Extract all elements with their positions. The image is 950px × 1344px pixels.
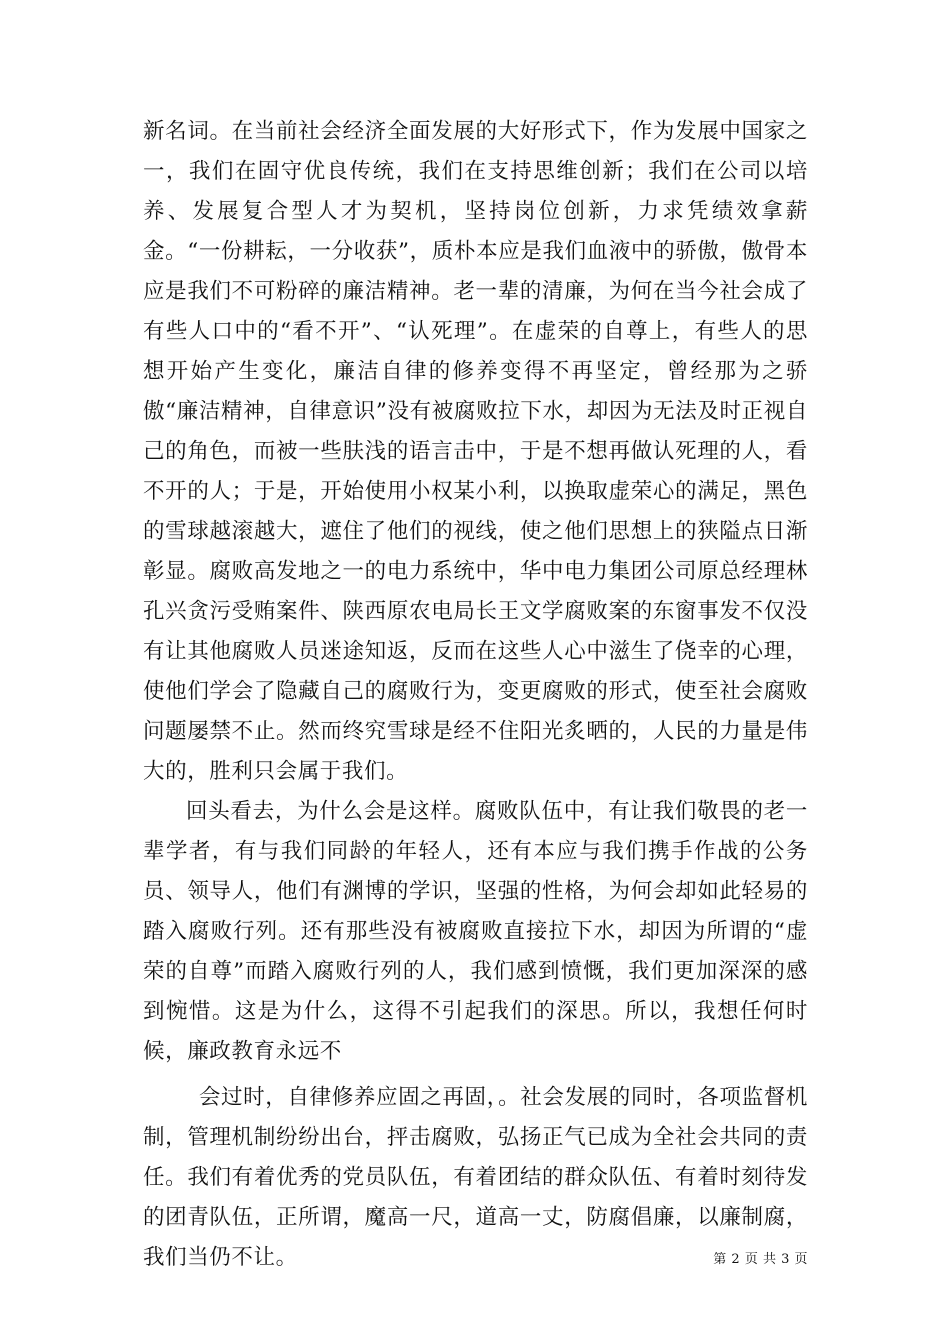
paragraph-2: 回头看去，为什么会是这样。腐败队伍中，有让我们敬畏的老一辈学者，有与我们同龄的年轻人，还有本应与我们携手作战的公务员、领导人，他们有渊博的学识，坚强的性格，为何会却如此轻易的踏入腐败行列。还有那些没有被腐败直接拉下水，却因为所谓的“虚荣的自尊”而踏入腐败行列的人，我们感到愤慨，我们更加深深的感到惋惜。这是为什么，这得不引起我们的深思。所以，我想任何时候，廉政教育永远不 xyxy=(143,799,808,1064)
page-number-footer: 第 2 页 共 3 页 xyxy=(713,1252,808,1267)
document-body xyxy=(143,112,808,1278)
paragraph-1: 新名词。在当前社会经济全面发展的大好形式下，作为发展中国家之一，我们在固守优良传统，我们在支持思维创新；我们在公司以培养、发展复合型人才为契机，坚持岗位创新，力求凭绩效拿薪金。“一份耕耘，一分收获”，质朴本应是我们血液中的骄傲，傲骨本应是我们不可粉碎的廉洁精神。老一辈的清廉，为何在当今社会成了有些人口中的“看不开”、“认死理”。在虚荣的自尊上，有些人的思想开始产生变化，廉洁自律的修养变得不再坚定，曾经那为之骄傲“廉洁精神，自律意识”没有被腐败拉下水，却因为无法及时正视自己的角色，而被一些肤浅的语言击中，于是不想再做认死理的人，看不开的人；于是，开始使用小权某小利，以换取虚荣心的满足，黑色的雪球越滚越大，遮住了他们的视线，使之他们思想上的狭隘点日渐彰显。腐败高发地之一的电力系统中，华中电力集团公司原总经理林孔兴贪污受贿案件、陕西原农电局长王文学腐败案的东窗事发不仅没有让其他腐败人员迷途知返，反而在这些人心中滋生了侥幸的心理，使他们学会了隐藏自己的腐败行为，变更腐败的形式，使至社会腐败问题屡禁不止。然而终究雪球是经不住阳光炙晒的，人民的力量是伟大的，胜利只会属于我们。 xyxy=(143,119,808,784)
paragraph-3: 会过时，自律修养应固之再固，。社会发展的同时，各项监督机制，管理机制纷纷出台，抨击腐败，弘扬正气已成为全社会共同的责任。我们有着优秀的党员队伍，有着团结的群众队伍、有着时刻待发的团青队伍，正所谓，魔高一尺，道高一丈，防腐倡廉，以廉制腐，我们当仍不让。 xyxy=(143,1085,808,1270)
